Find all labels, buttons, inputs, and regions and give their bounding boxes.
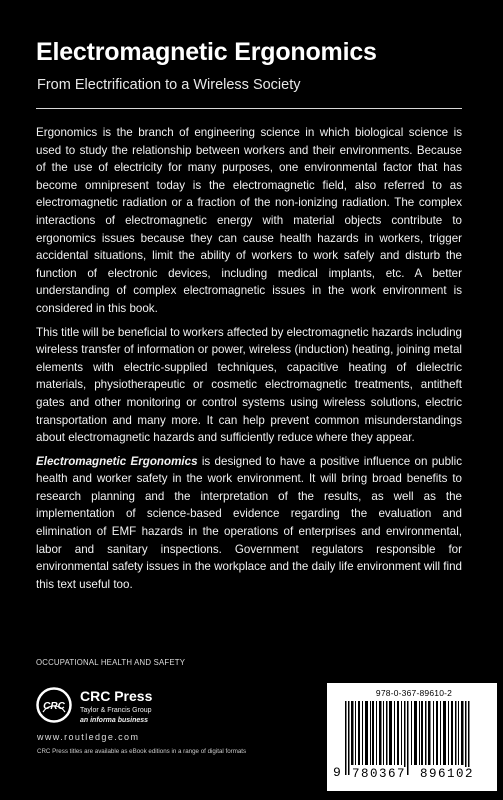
emphasized-title: Electromagnetic Ergonomics <box>36 454 198 468</box>
ebook-note: CRC Press titles are available as eBook editions in a range of digital formats <box>37 748 247 755</box>
blurb-paragraph-2: This title will be beneficial to workers affected by electromagnetic hazards including wireless transfer of information or power, wireless (induction) heating, joining metal elements with electric-supplied techniques, capacitive heating of dielectric materials, physiotherapeutic or cosmetic electromagnetic treatments, antitheft gates and other monitoring or control systems using wireless solutions, electric transportation and many more. It can help prevent common misunderstandings about electromagnetic hazards and sufficiently reduce where they appear. <box>36 325 462 445</box>
book-title: Electromagnetic Ergonomics <box>36 38 377 66</box>
barcode-digit-prefix: 9 <box>333 765 341 780</box>
subject-category: OCCUPATIONAL HEALTH AND SAFETY <box>36 658 186 667</box>
title-divider <box>36 108 462 109</box>
barcode-digits-left: 780367 <box>352 767 407 781</box>
publisher-business: an informa business <box>80 717 149 724</box>
publisher-group: Taylor & Francis Group <box>80 707 152 714</box>
isbn-label: 978-0-367-89610-2 <box>375 688 453 698</box>
blurb-paragraph-3-text: is designed to have a positive influence on public health and worker safety in the work environment. It will bring broad benefits to research planning and the interpretation of the results, as well as the implementation of science-based evidence regarding the evaluation and elimination of EMF hazards in the operations of enterprises and environmental, labor and sanitary inspections. Government regulators responsible for environmental safety issues in the workplace and the daily life environment will find this text useful too. <box>36 454 463 591</box>
publisher-website: www.routledge.com <box>37 732 140 742</box>
publisher-name: CRC Press <box>80 688 153 704</box>
blurb-paragraph-3 <box>36 453 462 594</box>
crc-logo-icon <box>36 687 72 723</box>
barcode-digits-right: 896102 <box>420 767 475 781</box>
barcode <box>327 683 497 791</box>
book-subtitle: From Electrification to a Wireless Society <box>37 77 301 93</box>
crc-logo-text: CRC <box>43 701 65 712</box>
barcode-bars <box>337 701 487 775</box>
blurb <box>36 124 462 599</box>
blurb-paragraph-1: Ergonomics is the branch of engineering science in which biological science is used to study the relationship between workers and their environments. Because of the use of electricity for many purposes, one environmental factor that has become omnipresent today is the electromagnetic field, also referred to as electromagnetic radiation or a fraction of the non-ionizing radiation. The complex interactions of electromagnetic energy with material objects contribute to ergonomics issues because they can cause health hazards in workers, trigger accidental situations, limit the ability of workers to work safely and disturb the function of electronic devices, including medical implants, etc. A better understanding of complex electromagnetic issues in the work environment is considered in this book. <box>36 126 462 315</box>
